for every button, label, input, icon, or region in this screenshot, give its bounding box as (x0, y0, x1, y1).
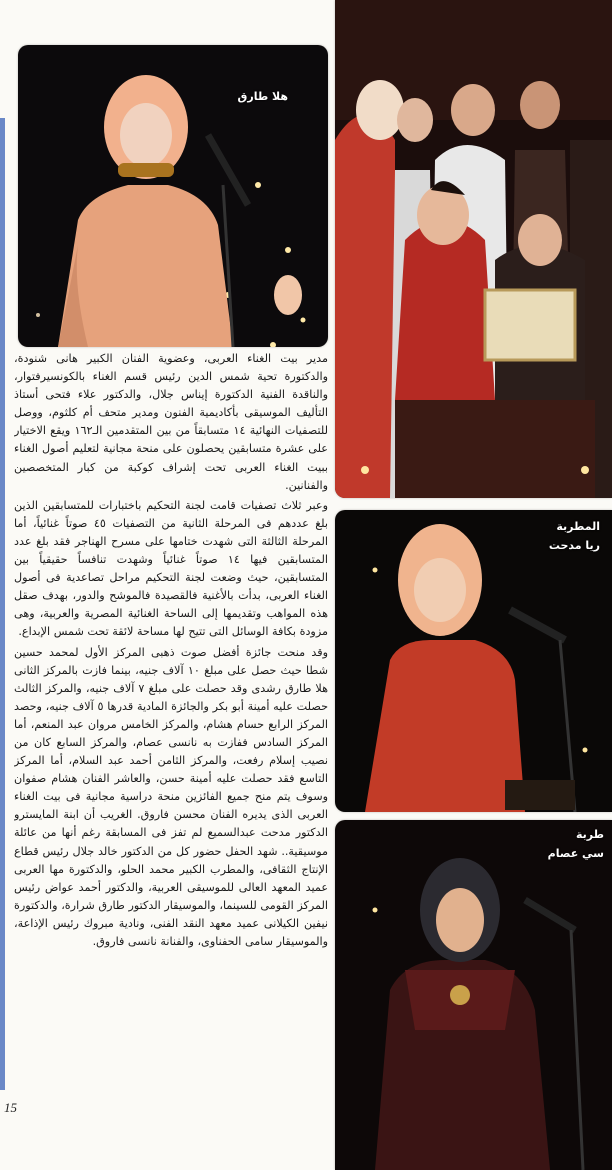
article-body (14, 350, 328, 1090)
article-paragraph: مدير بيت الغناء العربى، وعضوية الفنان الكبير هانى شنودة، والدكتورة تحية شمس الدين رئيس قسم الغناء بالكونسيرفتوار، والناقدة الفنية الدكتورة إيناس جلال، والدكتور علاء فتحى أستاذ التأليف الموسيقى بأكاديمية الفنون ومدير متحف أم كلثوم، ووصل للتصفيات النهائية ١٤ متسابقاً من بين المتقدمين الـ١٦٢ ويقع الاختيار على عشرة متسابقين يحصلون على منحة مجانية لتعليم أصول الغناء ببيت الغناء العربى تحت إشراف كوكبة من كبار المتخصصين والفنانين. (14, 352, 328, 492)
caption-nancy-line2: سي عصام (547, 847, 604, 860)
photo-hala-tarek (18, 45, 328, 347)
caption-mariam-line2: ريا مدحت (548, 539, 600, 552)
left-accent-bar (0, 118, 5, 1090)
photo-nancy-essam-image (335, 820, 612, 1170)
caption-nancy-line1: طربة (575, 828, 604, 841)
photo-mariam-medhat (335, 510, 612, 812)
photo-mariam-medhat-image (335, 510, 612, 812)
photo-winners-group (335, 0, 612, 498)
caption-mariam-medhat (549, 520, 600, 552)
photo-nancy-essam (335, 820, 612, 1170)
article-paragraph: وقد منحت جائزة أفضل صوت ذهبى المركز الأول لمحمد حسين شطا حيث حصل على مبلغ ١٠ آلاف جنيه، بينما فازت بالمركز الثانى هلا طارق رشدى وقد حصلت على مبلغ ٧ آلاف جنيه، والمركز الثالث حصلت عليه أمينة أبو بكر والجائزة المادية قدرها ٥ آلاف جنيه، وحصد المركز الرابع حسام هشام، والمركز الخامس مروان عبد المنعم، أما المركز السادس ففازت به نانسى عصام، والمركز السابع كان من نصيب إسلام رفعت، والمركز الثامن أحمد عبد السلام، أما المركز التاسع فقد حصلت عليه أمينة حسن، والعاشر الفنان هشام صفوان وسوف يتم منح جميع الفائزين منحة دراسية مجانية فى بيت الغناء العربى الذى يديره الفنان محسن فاروق. الغريب أن ابنة المايسترو الدكتور مدحت عبدالسميع لم تفز فى المسابقة رغم أنها من عائلة موسيقية.. شهد الحفل حضور كل من الدكتور خالد جلال رئيس قطاع الإنتاج الثقافى، والمطرب الكبير محمد الحلو، والدكتورة مها العربى عميد المعهد العالى للموسيقى العربية، والدكتور أحمد عواض رئيس المركز القومى للسينما، والموسيقار الدكتور طارق شرارة، والدكتورة نيفين الكيلانى عميد معهد النقد الفنى، ونادية مبروك رئيس الإذاعة، والموسيقار سامى الحفناوى، والفنانة نانسى فاروق. (14, 645, 328, 948)
caption-mariam-line1: المطربة (556, 520, 600, 533)
caption-nancy-essam (548, 828, 604, 860)
photo-winners-group-image (335, 0, 612, 498)
caption-hala-tarek: هلا طارق (237, 90, 288, 103)
page-number: 15 (4, 1100, 17, 1115)
article-paragraph: وعبر ثلاث تصفيات قامت لجنة التحكيم باختبارات للمتسابقين الذين بلغ عددهم فى المرحلة الثانية من التصفيات ٤٥ صوتاً غنائياً، أما المرحلة الثالثة التى شهدت ختامها على مسرح الهناجر فقد بلغ عدد المتسابقين فيها ١٤ صوتاً غنائياً وشهدت تنافساً حقيقياً بين المتسابقين، حيث وضعت لجنة التحكيم مراحل تصاعدية فى أصول الغناء العربى، بدأت بالأغنية فالقصيدة فالموشح والدور، بهدف صقل هذه المواهب وتقديمها إلى الساحة الغنائية المصرية والعربية، وهى مزودة بكافة الوسائل التى تتيح لها مساحة لائقة تحت شمس الإبداع. (14, 498, 328, 639)
